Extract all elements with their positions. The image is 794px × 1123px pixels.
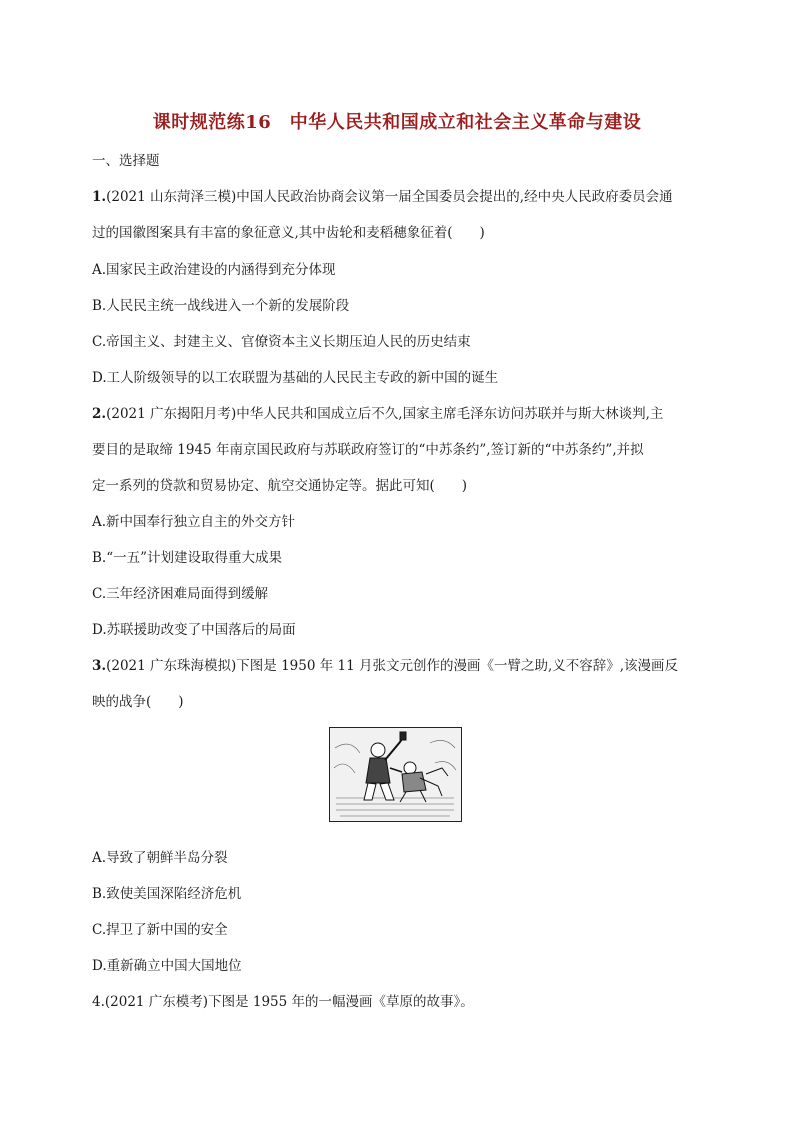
question-1-line-1 <box>92 187 673 207</box>
question-2-line-2: 要目的是取缔 1945 年南京国民政府与苏联政府签订的“中苏条约”,签订新的“中苏条约”,并拟 <box>92 442 644 458</box>
question-3-option-d[interactable]: D.重新确立中国大国地位 <box>92 958 242 974</box>
question-2-option-c[interactable]: C.三年经济困难局面得到缓解 <box>92 586 269 602</box>
question-4-line-1 <box>92 992 474 1012</box>
question-3-option-c[interactable]: C.捍卫了新中国的安全 <box>92 922 228 938</box>
question-2-line-3: 定一系列的贷款和贸易协定、航空交通协定等。据此可知( ) <box>92 478 468 494</box>
page-title: 课时规范练16 中华人民共和国成立和社会主义革命与建设 <box>152 112 642 133</box>
question-2-line-1 <box>92 404 663 424</box>
question-3-line-2: 映的战争( ) <box>92 694 184 710</box>
question-text: (2021 山东菏泽三模)中国人民政治协商会议第一届全国委员会提出的,经中央人民政府委员会通 <box>106 189 673 205</box>
cartoon-drawing <box>330 728 460 820</box>
question-3-line-1 <box>92 656 678 676</box>
question-2-option-d[interactable]: D.苏联援助改变了中国落后的局面 <box>92 622 296 638</box>
question-number: 3. <box>92 658 107 674</box>
cartoon-image <box>329 727 462 822</box>
question-text: (2021 广东模考)下图是 1955 年的一幅漫画《草原的故事》。 <box>104 994 474 1010</box>
question-number: 4. <box>92 994 105 1010</box>
section-heading: 一、选择题 <box>92 153 160 169</box>
question-text: (2021 广东珠海模拟)下图是 1950 年 11 月张文元创作的漫画《一臂之助,义不容辞》,该漫画反 <box>106 658 679 674</box>
question-1-option-b[interactable]: B.人民民主统一战线进入一个新的发展阶段 <box>92 298 350 314</box>
question-1-option-a[interactable]: A.国家民主政治建设的内涵得到充分体现 <box>92 262 336 278</box>
question-3-option-a[interactable]: A.导致了朝鲜半岛分裂 <box>92 850 228 866</box>
question-number: 2. <box>92 406 107 422</box>
question-2-option-b[interactable]: B.“一五”计划建设取得重大成果 <box>92 550 283 566</box>
question-3-option-b[interactable]: B.致使美国深陷经济危机 <box>92 886 242 902</box>
question-2-option-a[interactable]: A.新中国奉行独立自主的外交方针 <box>92 514 296 530</box>
question-1-line-2: 过的国徽图案具有丰富的象征意义,其中齿轮和麦稻穗象征着( ) <box>92 225 485 241</box>
question-number: 1. <box>92 189 107 205</box>
question-1-option-c[interactable]: C.帝国主义、封建主义、官僚资本主义长期压迫人民的历史结束 <box>92 334 471 350</box>
question-1-option-d[interactable]: D.工人阶级领导的以工农联盟为基础的人民民主专政的新中国的诞生 <box>92 370 499 386</box>
question-text: (2021 广东揭阳月考)中华人民共和国成立后不久,国家主席毛泽东访问苏联并与斯大林谈判,主 <box>106 406 664 422</box>
